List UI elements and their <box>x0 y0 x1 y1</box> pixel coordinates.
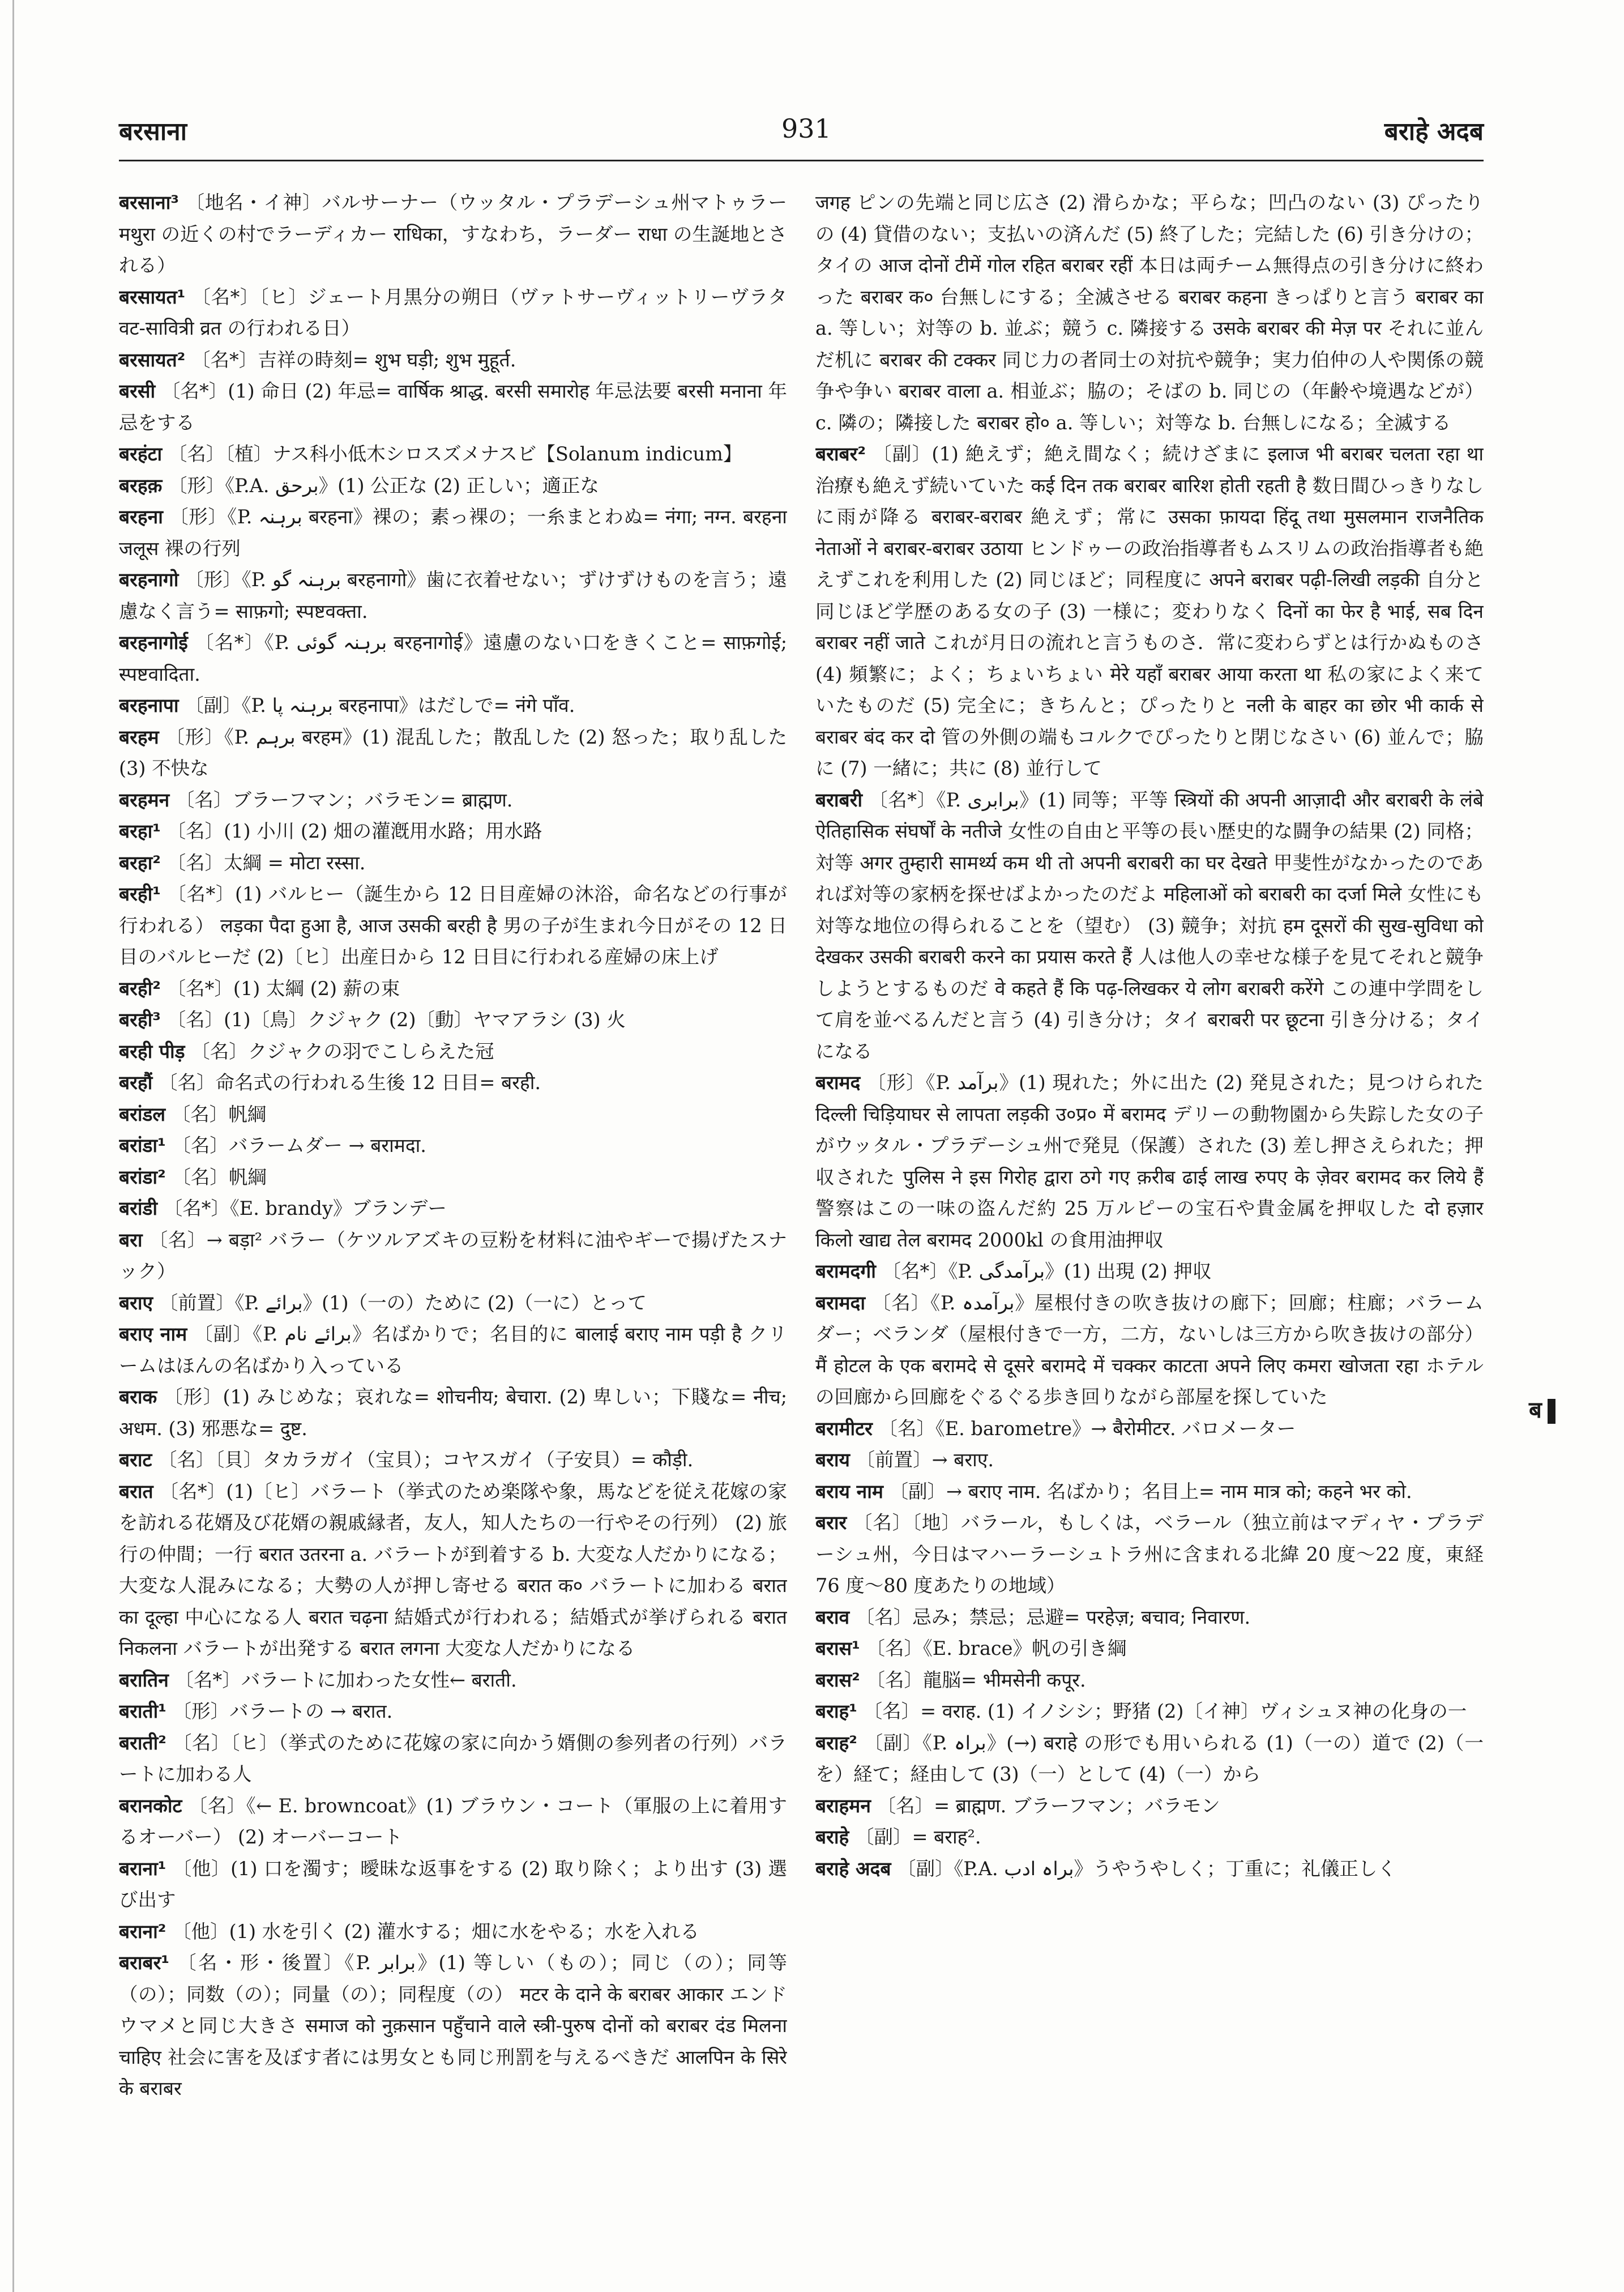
dictionary-entry <box>119 1162 787 1193</box>
entry-headword: बरहा² <box>119 851 161 874</box>
dictionary-entry <box>119 1444 787 1476</box>
entry-headword: बरार <box>815 1512 847 1534</box>
entry-headword: बराए नाम <box>119 1323 187 1345</box>
entry-headword: बरहा¹ <box>119 820 161 842</box>
entry-definition: 〔名〕クジャクの羽でこしらえた冠 <box>191 1040 494 1062</box>
dictionary-entry <box>119 1099 787 1130</box>
entry-definition: 〔名〕龍脳= भीमसेनी कपूर. <box>866 1668 1086 1691</box>
dictionary-entry <box>815 1444 1484 1476</box>
thumb-index-tab <box>1529 1393 1555 1424</box>
entry-headword: बराव <box>815 1606 850 1628</box>
entry-headword: बरहौं <box>119 1072 153 1094</box>
entry-definition: 〔名〕→ बड़ा² バラー（ケツルアズキの豆粉を材料に油やギーで揚げたスナック） <box>119 1228 787 1282</box>
dictionary-entry <box>119 973 787 1005</box>
entry-headword: बरातिन <box>119 1668 169 1691</box>
entry-definition: 〔名〕《P. برآمدہ》屋根付きの吹き抜けの廊下；回廊；柱廊；バラームダー；ベランダ（屋根付きで一方，二方，ないしは三方から吹き抜けの部分） मैं होटल के एक बरामदे से दूसरे बरामदे में चक्कर काटता अपने लिए कमरा खोजता रहा ホテルの回廊から回廊をぐるぐる歩き回りながら部屋を探していた <box>815 1291 1484 1408</box>
entry-headword: बराहे अदब <box>815 1857 891 1880</box>
dictionary-entry <box>119 1067 787 1099</box>
thumb-index-letter: ब <box>1529 1397 1542 1423</box>
entry-headword: बराबर¹ <box>119 1952 170 1974</box>
entry-headword: बराती² <box>119 1731 166 1754</box>
dictionary-entry <box>815 1413 1484 1445</box>
entry-definition: 〔他〕(1) 口を濁す；曖昧な返事をする (2) 取り除く；より出す (3) 選び出す <box>119 1857 787 1911</box>
entry-definition: 〔名*〕(1) バルヒー（誕生から 12 日目産婦の沐浴，命名などの行事が行われる） लड़का पैदा हुआ है, आज उसकी बरही है 男の子が生まれ今日がその 12 日目のバルヒーだ (2)〔ヒ〕出産日から 12 日目に行われる産婦の床上げ <box>119 883 787 968</box>
entry-definition: 〔副〕《P.A. براہ ادب》うやうやしく；丁重に；礼儀正しく <box>897 1857 1396 1880</box>
entry-definition: 〔名*〕(1) 命日 (2) 年忌= वार्षिक श्राद्ध. बरसी समारोह 年忌法要 बरसी मनाना 年忌をする <box>119 380 787 434</box>
dictionary-entry <box>815 1602 1484 1633</box>
entry-headword: बरही पीड़ <box>119 1040 185 1062</box>
dictionary-entry <box>815 1664 1484 1696</box>
entry-headword: बरसायत² <box>119 348 186 371</box>
entry-headword: बरास¹ <box>815 1637 860 1659</box>
entry-headword: बराहे <box>815 1826 849 1848</box>
dictionary-entry <box>815 1633 1484 1664</box>
dictionary-entry <box>119 501 787 564</box>
entry-headword: बरा <box>119 1228 143 1251</box>
entry-definition: 〔形〕《P.A. برحق》(1) 公正な (2) 正しい；適正な <box>168 474 600 497</box>
dictionary-entry <box>815 438 1484 784</box>
entry-headword: बराना¹ <box>119 1857 166 1880</box>
dictionary-entry <box>815 187 1484 438</box>
entry-definition: 〔名・形・後置〕《P. برابر》(1) 等しい（もの）；同じ（の）；同等（の）；同数（の）；同量（の）；同程度（の） मटर के दाने के बराबर आकार エンドウマメと同じ大きさ समाज को नुक़सान पहुँचाने वाले स्त्री-पुरुष दोनों को बराबर दंड मिलना चाहिए 社会に害を及ぼす者には男女とも同じ刑罰を与えるべきだ आलपिन के सिरे के बराबर <box>119 1952 787 2099</box>
dictionary-entry <box>815 1790 1484 1822</box>
entry-definition: 〔名〕= वराह. (1) イノシシ；野猪 (2)〔イ神〕ヴィシュヌ神の化身の一 <box>863 1700 1467 1722</box>
page-number: 931 <box>781 113 831 144</box>
entry-definition: 〔形〕《P. برہم बरहम》(1) 混乱した；散乱した (2) 怒った；取り乱した (3) 不快な <box>119 725 787 779</box>
entry-definition: 〔名〕《E. barometre》→ बैरोमीटर. バロメーター <box>878 1417 1296 1440</box>
entry-definition: 〔前置〕《P. برائے》(1)（一の）ために (2)（一に）とって <box>159 1291 647 1314</box>
header-rule <box>119 160 1484 161</box>
entry-definition: 〔名〕《← E. browncoat》(1) ブラウン・コート（軍服の上に着用するオーバー） (2) オーバーコート <box>119 1794 787 1848</box>
entry-headword: बरामदगी <box>815 1260 876 1282</box>
entry-definition: 〔名〕バラームダー → बरामदा. <box>172 1134 426 1156</box>
entry-definition: 〔形〕バラートの → बरात. <box>172 1700 393 1722</box>
entry-headword: बरहनागो <box>119 569 179 591</box>
dictionary-entry <box>119 564 787 627</box>
entry-headword: बरही² <box>119 977 161 1000</box>
entry-definition: 〔名〕〔ヒ〕（挙式のために花嫁の家に向かう婿側の参列者の行列）バラートに加わる人 <box>119 1731 787 1785</box>
page-edge-line <box>12 0 14 2292</box>
entry-definition: 〔名*〕《E. brandy》ブランデー <box>163 1197 447 1219</box>
dictionary-entry <box>119 1664 787 1696</box>
right-column <box>815 187 1484 2260</box>
entry-definition: 〔副〕(1) 絶えず；絶え間なく；続けざまに इलाज भी बराबर चलता रहा था 治療も絶えず続いていた कई दिन तक बराबर बारिश होती रहती है 数日間ひっきりなしに雨が降る बराबर-बराबर 絶えず；常に उसका फ़ायदा हिंदू तथा मुसलमान राजनैतिक नेताओं ने बराबर-बराबर उठाया ヒンドゥーの政治指導者もムスリムの政治指導者も絶えずこれを利用した (2) 同じほど；同程度に अपने बराबर पढ़ी-लिखी लड़की 自分と同じほど学歴のある女の子 (3) 一様に；変わりなく दिनों का फेर है भाई, सब दिन बराबर नहीं जाते これが月日の流れと言うものさ．常に変わらずとは行かぬものさ (4) 頻繁に；よく；ちょいちょい मेरे यहाँ बराबर आया करता था 私の家によく来ていたものだ (5) 完全に；きちんと；ぴったりと नली के बाहर का छोर भी कार्क से बराबर बंद कर दो 管の外側の端もコルクでぴったりと閉じなさい (6) 並んで；脇に (7) 一緒に；共に (8) 並行して <box>815 443 1484 779</box>
left-column <box>119 187 787 2260</box>
entry-definition: 〔副〕《P. برہنہ پا बरहनापा》はだしで= नंगे पाँव. <box>185 694 575 716</box>
entry-headword: बराय <box>815 1449 850 1471</box>
dictionary-entry <box>119 722 787 784</box>
entry-definition: 〔形〕《P. برآمد》(1) 現れた；外に出た (2) 発見された；見つけられた दिल्ली चिड़ियाघर से लापता लड़की उ०प्र० में बरामद デリーの動物園から失踪した女の子がウッタル・プラデーシュ州で発見（保護）された (3) 差し押さえられた；押収された पुलिस ने इस गिरोह द्वारा ठगे गए क़रीब ढाई लाख रुपए के ज़ेवर बरामद कर लिये हैं 警察はこの一味の盗んだ約 25 万ルピーの宝石や貴金属を押収した दो हज़ार किलो खाद्य तेल बरामद 2000kl の食用油押収 <box>815 1072 1484 1251</box>
dictionary-entry <box>119 281 787 344</box>
dictionary-entry <box>119 627 787 690</box>
entry-definition: 〔他〕(1) 水を引く (2) 灌水する；畑に水をやる；水を入れる <box>172 1920 699 1943</box>
dictionary-entry <box>119 1727 787 1790</box>
entry-definition: 〔形〕《P. برہنہ बरहना》裸の；素っ裸の；一糸まとわぬ= नंगा; नग्न. बरहना जलूस 裸の行列 <box>119 506 787 560</box>
dictionary-entry <box>119 1790 787 1853</box>
entry-definition: 〔名*〕(1)〔ヒ〕バラート（挙式のため楽隊や象，馬などを従え花嫁の家を訪れる花婿及び花婿の親戚縁者，友人，知人たちの一行やその行列） (2) 旅行の仲間；一行 बरात उतरना a. バラートが到着する b. 大変な人だかりになる；大変な人混みになる；大勢の人が押し寄せる बरात क० バラートに加わる बरात का दूल्हा 中心になる人 बरात चढ़ना 結婚式が行われる；結婚式が挙げられる बरात निकलना バラートが出発する बरात लगना 大変な人だかりになる <box>119 1480 787 1659</box>
dictionary-entry <box>119 847 787 879</box>
entry-headword: बरांडी <box>119 1197 158 1219</box>
entry-definition: 〔名〕ブラーフマン；バラモン= ब्राह्मण. <box>175 788 513 811</box>
entry-definition: 〔名〕忌み；禁忌；忌避= परहेज़; बचाव; निवारण. <box>855 1606 1251 1628</box>
dictionary-entry <box>119 1193 787 1224</box>
entry-headword: बरामदा <box>815 1291 866 1314</box>
entry-definition: 〔名〕帆綱 <box>172 1166 267 1188</box>
dictionary-entry <box>119 1318 787 1381</box>
entry-definition: 〔名〕帆綱 <box>171 1103 267 1125</box>
entry-headword: बराहमन <box>815 1794 871 1817</box>
dictionary-entry <box>119 878 787 973</box>
dictionary-entry <box>815 1476 1484 1508</box>
entry-definition: 〔名*〕〔ヒ〕ジェート月黒分の朔日（ヴァトサーヴィットリーヴラタ वट-सावित्री व्रत の行われる日） <box>119 285 787 339</box>
entry-definition: 〔名*〕バラートに加わった女性← बराती. <box>174 1668 517 1691</box>
dictionary-entry <box>815 784 1484 1068</box>
dictionary-entry <box>119 690 787 722</box>
entry-headword: बराबरी <box>815 788 863 811</box>
dictionary-entry <box>119 1004 787 1036</box>
dictionary-entry <box>815 1821 1484 1853</box>
entry-definition: 〔副〕《P. برائے نام》名ばかりで；名目的に बालाई बराए नाम पड़ी है クリームはほんの名ばかり入っている <box>119 1323 787 1377</box>
entry-headword: बरहनापा <box>119 694 179 716</box>
entry-headword: बरहक़ <box>119 474 163 497</box>
thumb-index-bar <box>1548 1399 1555 1424</box>
entry-headword: बरहम <box>119 725 159 748</box>
entry-headword: बरहंटा <box>119 443 163 465</box>
dictionary-entry <box>119 816 787 847</box>
entry-definition: 〔名*〕(1) 太綱 (2) 薪の束 <box>166 977 400 1000</box>
dictionary-entry <box>815 1727 1484 1790</box>
entry-headword: बराक <box>119 1386 157 1408</box>
entry-headword: बरहमन <box>119 788 170 811</box>
dictionary-entry <box>119 1287 787 1319</box>
dictionary-entry <box>119 1381 787 1444</box>
entry-headword: बरहनागोई <box>119 631 188 654</box>
entry-definition: 〔名*〕《P. برہنہ گوئی बरहनागोई》遠慮のない口をきくこと= साफ़गोई; स्पष्टवादिता. <box>119 631 787 685</box>
entry-definition: 〔名〕〔植〕ナス科小低木シロスズメナスビ【Solanum indicum】 <box>168 443 742 465</box>
entry-definition: 〔副〕→ बराए नाम. 名ばかり；名目上= नाम मात्र को; कहने भर को. <box>889 1480 1412 1503</box>
entry-headword: बरांडल <box>119 1103 166 1125</box>
entry-definition: 〔名〕太綱 = मोटा रस्सा. <box>166 851 366 874</box>
dictionary-entry <box>119 1947 787 2105</box>
dictionary-entry <box>815 1853 1484 1885</box>
entry-definition: जगह ピンの先端と同じ広さ (2) 滑らかな；平らな；凹凸のない (3) ぴったりの (4) 貸借のない；支払いの済んだ (5) 終了した；完結した (6) 引き分けの；タイの आज दोनों टीमें गोल रहित बराबर रहीं 本日は両チーム無得点の引き分けに終わった बराबर क० 台無しにする；全滅させる बराबर कहना きっぱりと言う बराबर का a. 等しい；対等の b. 並ぶ；競う c. 隣接する उसके बराबर की मेज़ पर それに並んだ机に बराबर की टक्कर 同じ力の者同士の対抗や競争；実力伯仲の人や関係の競争や争い बराबर वाला a. 相並ぶ；脇の；そばの b. 同じの（年齢や境遇などが） c. 隣の；隣接した बराबर हो० a. 等しい；対等な b. 台無しになる；全滅する <box>815 191 1484 434</box>
entry-definition: 〔名〕〔地〕バラール，もしくは，ベラール（独立前はマディヤ・プラデーシュ州，今日はマハーラーシュトラ州に含まれる北緯 20 度〜22 度，東経 76 度〜80 度あたりの地域） <box>815 1512 1484 1597</box>
entry-definition: 〔形〕(1) みじめな；哀れな= शोचनीय; बेचारा. (2) 卑しい；下賤な= नीच; अधम. (3) 邪悪な= दुष्ट. <box>119 1386 787 1440</box>
entry-definition: 〔副〕《P. براہ》(→) बराहे の形でも用いられる (1)（一の）道で (2)（一を）経て；経由して (3)（一）として (4)（一）から <box>815 1731 1484 1785</box>
entry-definition: 〔名〕命名式の行われる生後 12 日目= बरही. <box>158 1072 541 1094</box>
entry-definition: 〔前置〕→ बराए. <box>856 1449 994 1471</box>
entry-definition: 〔名*〕《P. برابری》(1) 同等；平等 स्त्रियों की अपनी आज़ादी और बराबरी के लंबे ऐतिहासिक संघर्षों के नतीजे 女性の自由と平等の長い歴史的な闘争の結果 (2) 同格；対等 अगर तुम्हारी सामर्थ्य कम थी तो अपनी बराबरी का घर देखते 甲斐性がなかったのであれば対等の家柄を探せばよかったのだよ महिलाओं को बराबरी का दर्जा मिले 女性にも対等な地位の得られることを（望む） (3) 競争；対抗 हम दूसरों की सुख-सुविधा को देखकर उसकी बराबरी करने का प्रयास करते हैं 人は他人の幸せな様子を見てそれと競争しようとするものだ वे कहते हैं कि पढ़-लिखकर ये लोग बराबरी करेंगे この連中学問をして肩を並べるんだと言う (4) 引き分け；タイ बराबरी पर छूटना 引き分ける；タイになる <box>815 788 1484 1062</box>
dictionary-entry <box>815 1256 1484 1287</box>
entry-definition: 〔名*〕吉祥の時刻= शुभ घड़ी; शुभ मुहूर्त. <box>191 348 516 371</box>
entry-headword: बरसी <box>119 380 156 402</box>
entry-headword: बरही³ <box>119 1009 161 1031</box>
entry-headword: बराए <box>119 1291 153 1314</box>
entry-definition: 〔名〕(1)〔鳥〕クジャク (2)〔動〕ヤマアラシ (3) 火 <box>166 1009 626 1031</box>
left-guide-word: बरसाना <box>119 117 187 146</box>
entry-definition: 〔名〕《E. brace》帆の引き綱 <box>866 1637 1127 1659</box>
dictionary-entry <box>119 1696 787 1727</box>
dictionary-entry <box>119 438 787 470</box>
entry-definition: 〔地名・イ神〕バルサーナー（ウッタル・プラデーシュ州マトゥラー मथुरा の近くの村でラーディカー राधिका，すなわち，ラーダー राधा の生誕地とされる） <box>119 191 787 276</box>
entry-definition: 〔名〕(1) 小川 (2) 畑の灌漑用水路；用水路 <box>166 820 542 842</box>
entry-headword: बरांडा¹ <box>119 1134 166 1156</box>
page-header <box>119 102 1484 153</box>
entry-headword: बराट <box>119 1449 152 1471</box>
entry-headword: बरांडा² <box>119 1166 166 1188</box>
entry-headword: बराना² <box>119 1920 166 1943</box>
dictionary-entry <box>119 1853 787 1916</box>
entry-headword: बरात <box>119 1480 153 1503</box>
entry-headword: बरामीटर <box>815 1417 873 1440</box>
dictionary-entry <box>119 1130 787 1162</box>
entry-headword: बराय नाम <box>815 1480 883 1503</box>
entry-headword: बरसायत¹ <box>119 285 186 308</box>
entry-headword: बरहना <box>119 506 163 528</box>
dictionary-entry <box>815 1507 1484 1602</box>
entry-definition: 〔名*〕《P. برآمدگی》(1) 出現 (2) 押収 <box>882 1260 1212 1282</box>
entry-headword: बराबर² <box>815 443 866 465</box>
dictionary-entry <box>119 784 787 816</box>
entry-definition: 〔形〕《P. برہنہ گو बरहनागो》歯に衣着せない；ずけずけものを言う；遠慮なく言う= साफ़गो; स्पष्टवक्ता. <box>119 569 787 622</box>
entry-headword: बराह¹ <box>815 1700 857 1722</box>
dictionary-entry <box>119 1916 787 1948</box>
entry-headword: बराती¹ <box>119 1700 166 1722</box>
dictionary-entry <box>119 344 787 376</box>
dictionary-entry <box>815 1067 1484 1256</box>
dictionary-entry <box>815 1696 1484 1727</box>
dictionary-entry <box>119 375 787 438</box>
entry-definition: 〔名〕= ब्राह्मण. ブラーフマン；バラモン <box>877 1794 1220 1817</box>
entry-headword: बरानकोट <box>119 1794 182 1817</box>
dictionary-entry <box>119 187 787 281</box>
entry-headword: बराह² <box>815 1731 857 1754</box>
entry-definition: 〔副〕= बराह². <box>854 1826 981 1848</box>
entry-headword: बरही¹ <box>119 883 161 905</box>
dictionary-entry <box>119 1476 787 1664</box>
right-guide-word: बराहे अदब <box>1384 117 1484 146</box>
entry-definition: 〔名〕〔貝〕タカラガイ（宝貝）；コヤスガイ（子安貝）= कौड़ी. <box>158 1449 694 1471</box>
dictionary-entry <box>119 1224 787 1287</box>
entry-headword: बरामद <box>815 1072 861 1094</box>
dictionary-entry <box>119 1036 787 1068</box>
entry-headword: बरास² <box>815 1668 860 1691</box>
dictionary-entry <box>815 1287 1484 1413</box>
entry-headword: बरसाना³ <box>119 191 180 214</box>
dictionary-entry <box>119 470 787 502</box>
